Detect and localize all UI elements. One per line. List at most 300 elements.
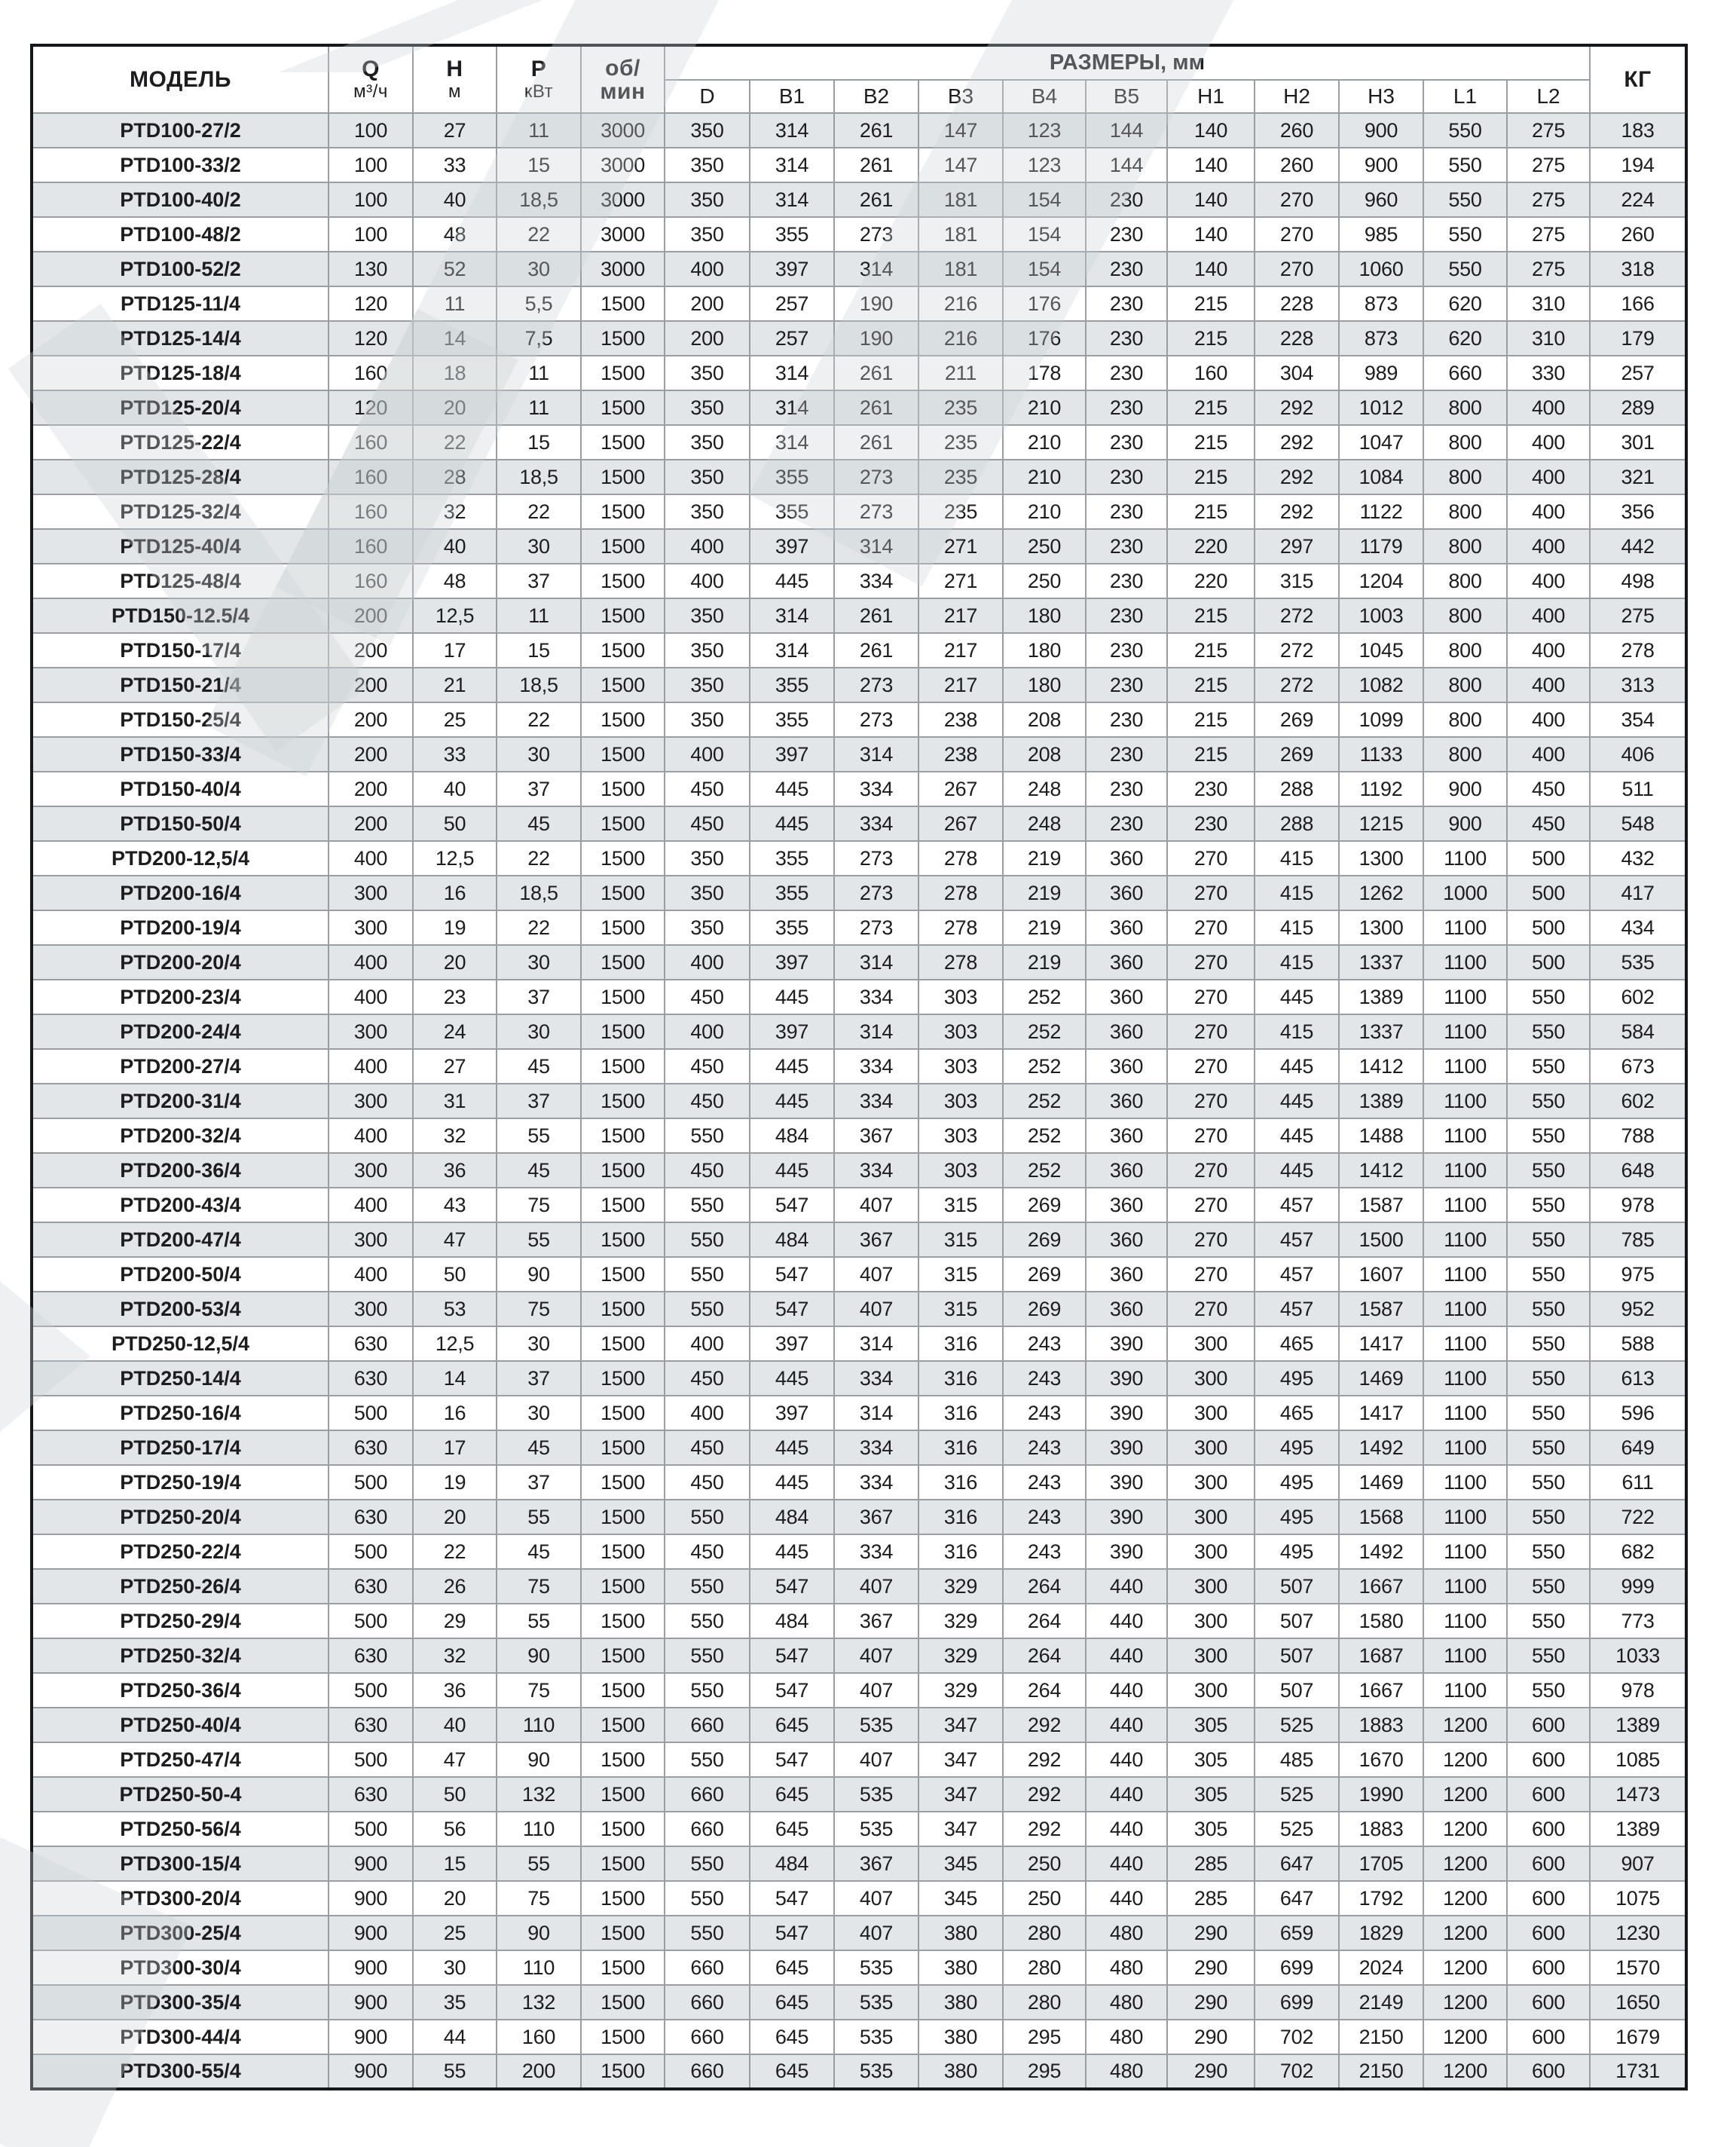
table-row — [32, 702, 1686, 737]
cell-h3: 1883 — [1339, 1812, 1423, 1846]
cell-b4: 252 — [1003, 1084, 1086, 1118]
cell-d: 400 — [665, 945, 750, 980]
cell-kg: 224 — [1590, 182, 1686, 217]
cell-b4: 295 — [1003, 2054, 1086, 2089]
cell-h2: 457 — [1255, 1222, 1339, 1257]
cell-h3: 1300 — [1339, 841, 1423, 876]
cell-kg: 535 — [1590, 945, 1686, 980]
cell-d: 660 — [665, 2054, 750, 2089]
cell-b2: 314 — [834, 252, 918, 286]
cell-b5: 230 — [1086, 564, 1167, 598]
cell-rpm: 1500 — [581, 1985, 665, 2020]
cell-b1: 445 — [750, 772, 834, 806]
cell-b4: 210 — [1003, 425, 1086, 460]
cell-q: 100 — [329, 182, 413, 217]
cell-l2: 600 — [1507, 1916, 1590, 1950]
table-row — [32, 1777, 1686, 1812]
cell-q: 900 — [329, 1985, 413, 2020]
cell-l1: 1100 — [1423, 1084, 1507, 1118]
cell-h2: 270 — [1255, 182, 1339, 217]
cell-b5: 440 — [1086, 1777, 1167, 1812]
cell-b3: 316 — [918, 1396, 1003, 1430]
cell-l2: 275 — [1507, 217, 1590, 252]
cell-kg: 1389 — [1590, 1708, 1686, 1742]
cell-b3: 235 — [918, 425, 1003, 460]
cell-h1: 215 — [1167, 702, 1255, 737]
cell-b2: 367 — [834, 1604, 918, 1638]
cell-d: 450 — [665, 1534, 750, 1569]
cell-h3: 1417 — [1339, 1326, 1423, 1361]
cell-b2: 334 — [834, 1084, 918, 1118]
cell-b3: 211 — [918, 356, 1003, 390]
cell-h1: 300 — [1167, 1604, 1255, 1638]
cell-kg: 952 — [1590, 1292, 1686, 1326]
cell-p: 132 — [497, 1985, 581, 2020]
cell-h: 32 — [413, 1638, 497, 1673]
cell-h1: 300 — [1167, 1500, 1255, 1534]
cell-b2: 273 — [834, 910, 918, 945]
cell-p: 5,5 — [497, 286, 581, 321]
cell-b4: 248 — [1003, 806, 1086, 841]
cell-d: 660 — [665, 1985, 750, 2020]
cell-b4: 243 — [1003, 1361, 1086, 1396]
cell-h3: 1607 — [1339, 1257, 1423, 1292]
cell-h: 16 — [413, 1396, 497, 1430]
cell-q: 160 — [329, 529, 413, 564]
cell-h3: 985 — [1339, 217, 1423, 252]
cell-b2: 314 — [834, 1396, 918, 1430]
cell-l2: 550 — [1507, 1673, 1590, 1708]
cell-rpm: 1500 — [581, 1638, 665, 1673]
cell-h2: 457 — [1255, 1292, 1339, 1326]
cell-l2: 400 — [1507, 668, 1590, 702]
cell-h2: 272 — [1255, 633, 1339, 668]
cell-b4: 269 — [1003, 1222, 1086, 1257]
cell-l1: 800 — [1423, 598, 1507, 633]
cell-b3: 303 — [918, 1118, 1003, 1153]
cell-rpm: 1500 — [581, 1500, 665, 1534]
cell-b5: 230 — [1086, 390, 1167, 425]
cell-b2: 334 — [834, 1361, 918, 1396]
cell-h: 40 — [413, 529, 497, 564]
cell-l1: 1200 — [1423, 1881, 1507, 1916]
cell-h3: 1687 — [1339, 1638, 1423, 1673]
cell-p: 55 — [497, 1846, 581, 1881]
cell-l1: 1100 — [1423, 1604, 1507, 1638]
cell-b5: 230 — [1086, 286, 1167, 321]
table-row — [32, 1153, 1686, 1188]
cell-b1: 645 — [750, 2054, 834, 2089]
cell-h2: 315 — [1255, 564, 1339, 598]
cell-p: 30 — [497, 529, 581, 564]
cell-d: 350 — [665, 633, 750, 668]
cell-l1: 1100 — [1423, 841, 1507, 876]
cell-kg: 179 — [1590, 321, 1686, 356]
cell-b5: 440 — [1086, 1638, 1167, 1673]
cell-p: 30 — [497, 252, 581, 286]
table-row — [32, 1708, 1686, 1742]
cell-kg: 648 — [1590, 1153, 1686, 1188]
cell-h2: 495 — [1255, 1500, 1339, 1534]
cell-rpm: 3000 — [581, 217, 665, 252]
cell-b4: 219 — [1003, 876, 1086, 910]
cell-q: 160 — [329, 356, 413, 390]
cell-kg: 257 — [1590, 356, 1686, 390]
table-row — [32, 1188, 1686, 1222]
cell-h: 19 — [413, 910, 497, 945]
cell-b5: 230 — [1086, 217, 1167, 252]
cell-l1: 1100 — [1423, 1118, 1507, 1153]
cell-model: PTD200-32/4 — [32, 1118, 329, 1153]
cell-h2: 445 — [1255, 1118, 1339, 1153]
cell-d: 450 — [665, 1084, 750, 1118]
cell-h: 24 — [413, 1014, 497, 1049]
cell-p: 11 — [497, 598, 581, 633]
cell-l1: 800 — [1423, 425, 1507, 460]
cell-h3: 2024 — [1339, 1950, 1423, 1985]
cell-h: 17 — [413, 1430, 497, 1465]
header-dim-b5: B5 — [1086, 80, 1167, 113]
cell-h3: 1670 — [1339, 1742, 1423, 1777]
cell-h3: 1705 — [1339, 1846, 1423, 1881]
cell-b1: 645 — [750, 1777, 834, 1812]
cell-kg: 588 — [1590, 1326, 1686, 1361]
table-row — [32, 668, 1686, 702]
cell-l2: 600 — [1507, 1812, 1590, 1846]
cell-b5: 144 — [1086, 148, 1167, 182]
cell-h: 47 — [413, 1222, 497, 1257]
cell-h: 29 — [413, 1604, 497, 1638]
header-h — [413, 45, 497, 113]
header-dim-b4: B4 — [1003, 80, 1086, 113]
cell-d: 350 — [665, 425, 750, 460]
cell-model: PTD250-26/4 — [32, 1569, 329, 1604]
cell-l1: 1100 — [1423, 980, 1507, 1014]
cell-b1: 547 — [750, 1742, 834, 1777]
cell-l1: 1200 — [1423, 2020, 1507, 2054]
cell-model: PTD100-27/2 — [32, 113, 329, 148]
table-row — [32, 356, 1686, 390]
cell-h1: 290 — [1167, 1916, 1255, 1950]
cell-b1: 445 — [750, 1084, 834, 1118]
cell-l2: 600 — [1507, 1881, 1590, 1916]
cell-h3: 1829 — [1339, 1916, 1423, 1950]
cell-kg: 788 — [1590, 1118, 1686, 1153]
cell-l1: 1100 — [1423, 1534, 1507, 1569]
cell-p: 22 — [497, 494, 581, 529]
cell-h3: 873 — [1339, 321, 1423, 356]
cell-b1: 397 — [750, 252, 834, 286]
cell-b1: 314 — [750, 182, 834, 217]
cell-l2: 310 — [1507, 321, 1590, 356]
cell-b3: 267 — [918, 772, 1003, 806]
cell-rpm: 1500 — [581, 1014, 665, 1049]
cell-model: PTD200-23/4 — [32, 980, 329, 1014]
cell-h: 12,5 — [413, 598, 497, 633]
cell-b1: 645 — [750, 1812, 834, 1846]
cell-b4: 264 — [1003, 1673, 1086, 1708]
cell-h2: 272 — [1255, 668, 1339, 702]
cell-h3: 1045 — [1339, 633, 1423, 668]
cell-l1: 1100 — [1423, 1673, 1507, 1708]
cell-h2: 495 — [1255, 1465, 1339, 1500]
cell-kg: 548 — [1590, 806, 1686, 841]
cell-b4: 178 — [1003, 356, 1086, 390]
cell-d: 350 — [665, 356, 750, 390]
cell-kg: 1650 — [1590, 1985, 1686, 2020]
cell-q: 400 — [329, 1049, 413, 1084]
cell-q: 500 — [329, 1604, 413, 1638]
cell-h1: 270 — [1167, 1084, 1255, 1118]
header-rpm — [581, 45, 665, 113]
cell-l1: 1200 — [1423, 1812, 1507, 1846]
cell-b5: 360 — [1086, 1049, 1167, 1084]
cell-d: 660 — [665, 1777, 750, 1812]
cell-b1: 314 — [750, 633, 834, 668]
cell-q: 900 — [329, 2054, 413, 2089]
cell-b2: 273 — [834, 460, 918, 494]
header-h-unit: м — [448, 81, 461, 102]
cell-h2: 288 — [1255, 772, 1339, 806]
cell-l2: 275 — [1507, 148, 1590, 182]
header-dim-h1: H1 — [1167, 80, 1255, 113]
cell-h: 11 — [413, 286, 497, 321]
cell-h: 36 — [413, 1153, 497, 1188]
cell-b3: 216 — [918, 286, 1003, 321]
cell-d: 660 — [665, 1950, 750, 1985]
cell-l1: 550 — [1423, 182, 1507, 217]
cell-h3: 1568 — [1339, 1500, 1423, 1534]
cell-h: 22 — [413, 425, 497, 460]
cell-rpm: 1500 — [581, 390, 665, 425]
cell-b3: 347 — [918, 1777, 1003, 1812]
cell-h: 44 — [413, 2020, 497, 2054]
cell-h3: 1192 — [1339, 772, 1423, 806]
cell-b5: 144 — [1086, 113, 1167, 148]
cell-b3: 347 — [918, 1742, 1003, 1777]
cell-h2: 292 — [1255, 390, 1339, 425]
cell-model: PTD250-47/4 — [32, 1742, 329, 1777]
cell-q: 120 — [329, 390, 413, 425]
cell-h1: 290 — [1167, 1985, 1255, 2020]
cell-h2: 415 — [1255, 1014, 1339, 1049]
cell-b4: 250 — [1003, 529, 1086, 564]
cell-model: PTD250-50-4 — [32, 1777, 329, 1812]
cell-q: 900 — [329, 1846, 413, 1881]
table-row — [32, 1534, 1686, 1569]
cell-q: 500 — [329, 1673, 413, 1708]
cell-h1: 220 — [1167, 529, 1255, 564]
cell-b5: 230 — [1086, 737, 1167, 772]
cell-h3: 1215 — [1339, 806, 1423, 841]
cell-b1: 445 — [750, 1049, 834, 1084]
table-row — [32, 1222, 1686, 1257]
cell-model: PTD125-32/4 — [32, 494, 329, 529]
cell-kg: 260 — [1590, 217, 1686, 252]
cell-b1: 355 — [750, 702, 834, 737]
cell-b1: 484 — [750, 1846, 834, 1881]
cell-h3: 1492 — [1339, 1430, 1423, 1465]
cell-l2: 400 — [1507, 425, 1590, 460]
cell-q: 630 — [329, 1638, 413, 1673]
cell-q: 400 — [329, 1188, 413, 1222]
cell-l2: 550 — [1507, 1222, 1590, 1257]
cell-rpm: 3000 — [581, 113, 665, 148]
cell-q: 500 — [329, 1742, 413, 1777]
cell-l1: 800 — [1423, 668, 1507, 702]
cell-p: 45 — [497, 1153, 581, 1188]
cell-d: 450 — [665, 1430, 750, 1465]
cell-p: 75 — [497, 1569, 581, 1604]
cell-h3: 1084 — [1339, 460, 1423, 494]
cell-b1: 445 — [750, 806, 834, 841]
cell-h1: 270 — [1167, 910, 1255, 945]
cell-b5: 480 — [1086, 2020, 1167, 2054]
cell-b2: 314 — [834, 945, 918, 980]
cell-q: 900 — [329, 1881, 413, 1916]
cell-kg: 442 — [1590, 529, 1686, 564]
cell-h3: 1262 — [1339, 876, 1423, 910]
cell-b5: 360 — [1086, 1014, 1167, 1049]
cell-h: 23 — [413, 980, 497, 1014]
cell-model: PTD250-32/4 — [32, 1638, 329, 1673]
cell-h3: 1469 — [1339, 1361, 1423, 1396]
cell-rpm: 1500 — [581, 286, 665, 321]
cell-d: 450 — [665, 1153, 750, 1188]
cell-model: PTD250-14/4 — [32, 1361, 329, 1396]
cell-b2: 407 — [834, 1188, 918, 1222]
cell-kg: 183 — [1590, 113, 1686, 148]
cell-model: PTD125-40/4 — [32, 529, 329, 564]
cell-d: 450 — [665, 772, 750, 806]
cell-p: 18,5 — [497, 460, 581, 494]
cell-model: PTD125-18/4 — [32, 356, 329, 390]
cell-h1: 305 — [1167, 1742, 1255, 1777]
table-row — [32, 2020, 1686, 2054]
cell-rpm: 1500 — [581, 1430, 665, 1465]
cell-b5: 230 — [1086, 321, 1167, 356]
cell-model: PTD125-22/4 — [32, 425, 329, 460]
cell-rpm: 1500 — [581, 356, 665, 390]
cell-q: 300 — [329, 1014, 413, 1049]
cell-kg: 432 — [1590, 841, 1686, 876]
cell-l1: 1100 — [1423, 1638, 1507, 1673]
cell-d: 350 — [665, 598, 750, 633]
cell-b2: 273 — [834, 668, 918, 702]
cell-h: 26 — [413, 1569, 497, 1604]
cell-b3: 147 — [918, 113, 1003, 148]
cell-p: 37 — [497, 1361, 581, 1396]
cell-b3: 303 — [918, 1014, 1003, 1049]
cell-b5: 360 — [1086, 1257, 1167, 1292]
cell-b4: 219 — [1003, 910, 1086, 945]
cell-h1: 270 — [1167, 1153, 1255, 1188]
cell-h: 50 — [413, 1777, 497, 1812]
cell-b2: 367 — [834, 1846, 918, 1881]
cell-b4: 292 — [1003, 1812, 1086, 1846]
cell-b5: 230 — [1086, 460, 1167, 494]
cell-b1: 445 — [750, 1465, 834, 1500]
cell-h2: 485 — [1255, 1742, 1339, 1777]
cell-q: 300 — [329, 1222, 413, 1257]
cell-d: 400 — [665, 529, 750, 564]
cell-d: 660 — [665, 1708, 750, 1742]
cell-rpm: 1500 — [581, 1846, 665, 1881]
cell-h3: 1389 — [1339, 980, 1423, 1014]
cell-q: 900 — [329, 1950, 413, 1985]
cell-p: 37 — [497, 1465, 581, 1500]
cell-d: 450 — [665, 1361, 750, 1396]
cell-model: PTD125-28/4 — [32, 460, 329, 494]
table-row — [32, 598, 1686, 633]
cell-h3: 1012 — [1339, 390, 1423, 425]
table-row — [32, 252, 1686, 286]
cell-kg: 785 — [1590, 1222, 1686, 1257]
cell-l1: 800 — [1423, 564, 1507, 598]
cell-h3: 1587 — [1339, 1188, 1423, 1222]
table-row — [32, 876, 1686, 910]
cell-l2: 550 — [1507, 1465, 1590, 1500]
header-p-label: Р — [530, 56, 547, 81]
cell-h1: 290 — [1167, 2020, 1255, 2054]
cell-l1: 1100 — [1423, 1257, 1507, 1292]
cell-l1: 800 — [1423, 390, 1507, 425]
cell-b3: 217 — [918, 668, 1003, 702]
cell-q: 100 — [329, 148, 413, 182]
cell-model: PTD250-19/4 — [32, 1465, 329, 1500]
cell-p: 18,5 — [497, 182, 581, 217]
cell-model: PTD200-50/4 — [32, 1257, 329, 1292]
cell-l1: 1200 — [1423, 1846, 1507, 1881]
cell-b4: 180 — [1003, 598, 1086, 633]
cell-h: 15 — [413, 1846, 497, 1881]
cell-b5: 390 — [1086, 1361, 1167, 1396]
cell-kg: 194 — [1590, 148, 1686, 182]
cell-b1: 547 — [750, 1569, 834, 1604]
cell-h2: 445 — [1255, 1049, 1339, 1084]
cell-p: 55 — [497, 1500, 581, 1534]
cell-b2: 334 — [834, 1430, 918, 1465]
cell-b1: 397 — [750, 1326, 834, 1361]
cell-rpm: 3000 — [581, 148, 665, 182]
cell-p: 15 — [497, 633, 581, 668]
cell-b3: 347 — [918, 1812, 1003, 1846]
cell-b3: 329 — [918, 1638, 1003, 1673]
cell-b2: 334 — [834, 1534, 918, 1569]
cell-model: PTD250-16/4 — [32, 1396, 329, 1430]
cell-d: 550 — [665, 1604, 750, 1638]
header-model: МОДЕЛЬ — [32, 45, 329, 113]
cell-kg: 1033 — [1590, 1638, 1686, 1673]
cell-h1: 300 — [1167, 1673, 1255, 1708]
cell-kg: 682 — [1590, 1534, 1686, 1569]
cell-h: 30 — [413, 1950, 497, 1985]
cell-b2: 261 — [834, 356, 918, 390]
cell-d: 450 — [665, 1049, 750, 1084]
cell-p: 22 — [497, 841, 581, 876]
header-dim-b2: B2 — [834, 80, 918, 113]
cell-model: PTD100-48/2 — [32, 217, 329, 252]
cell-b3: 329 — [918, 1569, 1003, 1604]
cell-l2: 400 — [1507, 460, 1590, 494]
cell-h1: 300 — [1167, 1430, 1255, 1465]
cell-b3: 303 — [918, 980, 1003, 1014]
cell-d: 350 — [665, 113, 750, 148]
cell-kg: 321 — [1590, 460, 1686, 494]
cell-b3: 316 — [918, 1534, 1003, 1569]
cell-l2: 500 — [1507, 841, 1590, 876]
cell-b1: 397 — [750, 945, 834, 980]
